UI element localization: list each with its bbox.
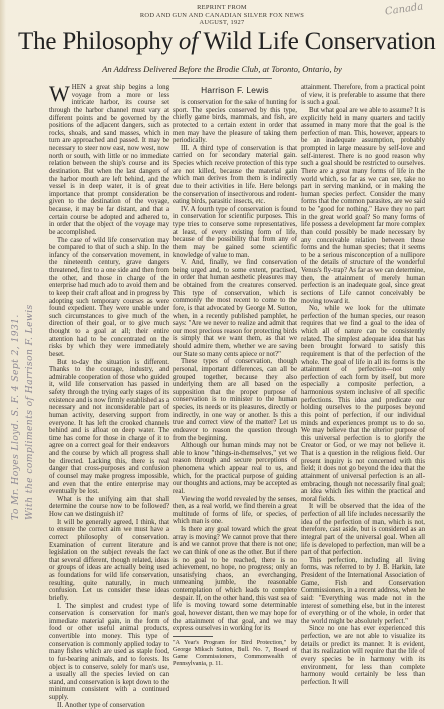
paragraph: attainment. Therefore, from a practical point of view, it is preferable to assume that there is such a goal. [301,84,425,107]
paragraph: No, while we look for the ultimate perfection of the human species, our reason requires that we find a goal to the idea of which all of nature can be consistently related. The simplest adequate idea that has been brought forward to satisfy this requirement is that of the perfection of the whole. The goal of life in all its forms is the attainment of perfection—not only perfection of each form by itself, but more especially a composite perfection, a harmonious system inclusive of all specific perfections. This idea and predicate our holding ourselves to the purposes beyond this point of perfection, if our individual minds and experiences prompt us to do so. We may believe that the ulterior purpose of this universal perfection is to glorify the Creator or God, or we may not believe it. That is a question in the religious field. Our present inquiry is not concerned with this field; it does not go beyond the idea that the attainment of universal perfection is an all-embracing, though not necessarily final goal; an idea which lies within the practical and moral fields. [301,305,425,503]
paragraph: Since no one has ever experienced this perfection, we are not able to visualize its details or predict its manner. It is evident, that its realization will require that the life of every species be in harmony with its environment, for less than complete harmony would certainly be less than perfection. It will [301,625,425,686]
paragraph: Is there any goal toward which the great array is moving? We cannot prove that there is and we cannot prove that there is not one; we can think of one as the other. But if there is no goal to be reached, there is no achievement, no hope, no progress; only an unsatisfying chaos, an everchanging, unmeaning jumble, the reasonable contemplation of which leads to complete despair. If, on the other hand, this vast sea of life is moving toward some determinable goal, however distant, then we may hope for the attainment of that goal, and we may express ourselves in working for its [173,526,297,633]
paragraph: is conservation for the sake of hunting for sport. The species conserved by this type, chiefly game birds, mammals, and fish, are protected to a certain extent in order that men may have the pleasure of taking them periodically. [173,99,297,145]
text-column-1 [49,81,169,709]
paragraph: Although our human minds may not be able to know "things-in-themselves," yet we reason through and secure perceptions of phenomena which appear real to us, and which, for the practical purpose of guiding our thoughts and actions, may be accepted as real. [173,442,297,495]
paragraph: III. A third type of conservation is that carried on for secondary material gain. Species which receive protection of this type are not killed, because the material gain which man derives from them is indirectly due to their activities in life. Here belongs the conservation of insectivorous and rodent-eating birds, parasitic insects, etc. [173,144,297,206]
footnote: "A Year's Program for Bird Protection," by George Miksch Sutton, Bull. No. 7, Board of Game Commissioners, Commonwealth of Pennsylvania, p. 11. [173,638,297,668]
paragraph: The case of wild life conservation may be compared to that of such a ship. In the infancy of the conservation movement, in the nineteenth century, grave dangers threatened, first to a one side and then from the other, and those in charge of the enterprise had much ado to avoid them and to keep their craft afloat and in progress by adopting such temporary courses as were found expedient. They were unable under such circumstances to give much of the direction of their goal, or to give much thought to a goal at all; their entire attention had to be concentrated on the risks by which they were immediately beset. [49,236,169,358]
paragraph: But to-day the situation is different. Thanks to the courage, industry, and admirable cooperation of those who guided it, wild life conservation has passed in safety through the trying early stages of its existence and is now firmly established as a necessary and not inconsiderable part of human activity, deserving support from everyone. It has left the crooked channels behind and is afloat on deep water. The time has come for those in charge of it to agree on a correct goal for their endeavors and the course by which all progress shall be directed. Lacking this, there is real danger that cross-purposes and confusion of counsel may make progress impossible, and even that the entire enterprise may eventually be lost. [49,358,169,496]
drop-cap-letter: W [49,81,70,106]
paragraph-text: HEN a great ship begins a long voyage from a more or less intricate harbor, its course set through the harbor channel must vary at different points and be governed by the positions of the adjacent dangers, such as rocks, shoals, and sand masses, which in turn are approached and passed. It may be necessary to steer now east, now west, now north or south, with little or no immediate relation between the ship's course and its destination. But when the last dangers of the harbor mouth are left behind, and the vessel is in deep water, it is of great importance that prompt consideration be given to the destination of the voyage, because, it may be far distant, and that a certain course be adopted and adhered to, in order that the object of the voyage may be accomplished. [49,84,169,236]
page-binding-shadow [0,0,6,600]
paragraph: I. The simplest and crudest type of conservation is conservation for man's immediate material gain, in the form of food or other useful animal products, convertible into money. This type of conservation is commonly applied today to many fishes which are used as staple food, to fur-bearing animals, and to forests. Its object is to conserve, solely for man's use, a usually all the species levied on can stand, and conservation is kept down to the minimum consistent with a continued supply. [49,602,169,701]
paragraph: This perfection, including all living forms, was referred to by J. B. Harkin, late President of the International Association of Game, Fish and Conservation Commissioners, in a recent address, when he said: "Everything was made not in the interest of something else, but in the interest of everything or of the whole, in order that the world might be absolutely perfect." [301,556,425,625]
paragraph: It will be observed that the idea of the perfection of all life includes necessarily the idea of the perfection of man, which is not, therefore, cast aside, but is considered as an integral part of the universal goal. When all life is developed to perfection, man will be a part of that perfection. [301,503,425,557]
article-title [18,28,436,56]
title-part-2: of [178,28,198,55]
reprint-line-3: AUGUST, 1927 [199,19,245,27]
title-part-1: The Philosophy [18,28,179,55]
paragraph: V. And, finally, we find conservation being urged and, to some extent, practised, in order that human aesthetic pleasures may be obtained from the creatures conserved. This type of conservation, which is commonly the most recent to come to the fore, is that advocated by George M. Sutton, when, in a recently published pamphlet, he says: "Are we never to realize and admit that our most precious reason for protecting birds is simply that we want them, as that we should admire them, whether we are saving our State so many cents apiece or not?" [173,259,297,358]
paragraph: II. Another type of conservation [57,701,145,709]
paragraph: What is the unifying aim that shall determine the course now to be followed? How can we distinguish it? [49,495,169,518]
handwritten-note-top: Canada [384,1,424,18]
text-column-2 [173,84,297,668]
reprint-line-1: REPRINT FROM [197,4,247,11]
paragraph [49,81,169,237]
handwritten-margin-note-1: To Mr. Hoyes Lloyd. S. F. 4 Sept 2, 1931. [10,314,21,520]
paragraph: IV. A fourth type of conservation is found in conservation for scientific purposes. This type tries to conserve some representatives, at least, of every existing form of life, because of the possibility that from any of them may be gained some scientific knowledge of value to man. [173,205,297,259]
paragraph: These types of conservation, though personal, important differences, can all be grouped together, because they also underlying them are all based on the supposition that the proper purpose of conservation is to minister to the human species, its needs or its pleasures, directly or indirectly, in one way or another. Is this a true and correct view of the matter? Let us endeavor to reason the question through from the beginning. [173,358,297,442]
title-divider [172,78,272,79]
reprint-line-2: ROD AND GUN AND CANADIAN SILVER FOX NEWS [139,11,305,19]
author-name: Harrison F. Lewis [201,85,269,95]
reprint-header [0,4,444,27]
title-part-3: Wild Life Conservation [197,28,436,55]
paragraph: But what goal are we able to assume? It is explicitly held in many quarters and tacitly assumed in many more that the goal is the perfection of man. This, however, appears to be an inadequate assumption, probably prompted in large measure by self-love and self-interest. There is no good reason why such a goal should be restricted to ourselves. There are a great many forms of life in the world which, so far as we can see, take no part in serving mankind, or in making the human species perfect. Consider the many forms that the common parasites, are we said to be "good for nothing." Have they no part in the great world goal? So many forms of life possess a development far more complex than could possibly be made necessary by any conceivable relation between those forms and the human species; that it seems to be a serious misconception of a nullipore of the details of structure of the wonderful Venus's fly-trap? As far as we can determine, then, the attainment of merely human perfection is an inadequate goal, since great sections of Life cannot conceivably be moving toward it. [301,106,425,305]
text-column-3 [301,84,425,686]
article-subtitle: An Address Delivered Before the Brodie Club, at Toronto, Ontario, by [102,64,342,74]
paragraph: Viewing the world revealed by the senses, then, as a real world, we find therein a great multitude of forms of life, or species, of which man is one. [173,495,297,526]
paragraph: It will be generally agreed, I think, that to ensure the correct aim we must have a correct philosophy of conservation. Examination of current literature and legislation on the subject reveals the fact that several different, though related, ideas or groups of ideas are actually being used as foundations for wild life conservation, resulting, quite naturally, in much confusion. Let us consider these ideas briefly. [49,518,169,602]
footnote-divider [173,636,213,637]
handwritten-margin-note-2: With the compliments of Harrison F. Lewis [24,304,35,520]
